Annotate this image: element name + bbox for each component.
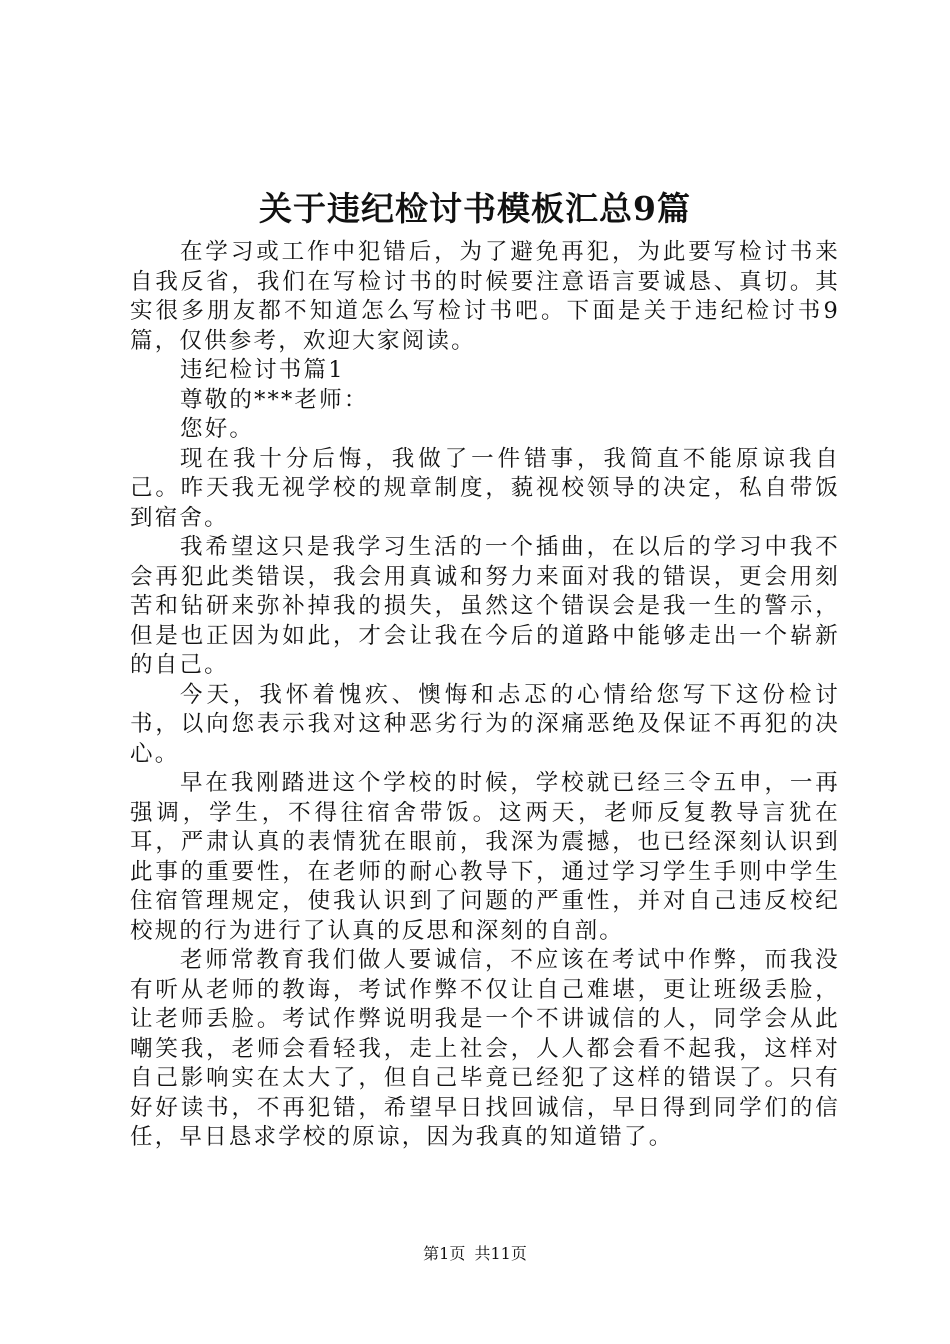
greeting: 您好。 (180, 416, 255, 442)
body-paragraph: 老师常教育我们做人要诚信，不应该在考试中作弊，而我没有听从老师的教诲，考试作弊不仅让自己难堪，更让班级丢脸，让老师丢脸。考试作弊说明我是一个不讲诚信的人，同学会从此嘲笑我，老师会看轻我，走上社会，人人都会看不起我，这样对自己影响实在太大了，但自己毕竟已经犯了这样的错误了。只有好好读书，不再犯错，希望早日找回诚信，早日得到同学们的信任，早日恳求学校的原谅，因为我真的知道错了。 (130, 947, 840, 1150)
page-number: 第1页 (423, 1244, 466, 1263)
page-footer (0, 1244, 950, 1264)
body-paragraph: 今天，我怀着愧疚、懊悔和忐忑的心情给您写下这份检讨书，以向您表示我对这种恶劣行为的深痛恶绝及保证不再犯的决心。 (130, 681, 840, 767)
document-title: 关于违纪检讨书模板汇总9篇 (259, 189, 691, 228)
body-paragraph: 现在我十分后悔，我做了一件错事，我简直不能原谅我自己。昨天我无视学校的规章制度，藐视校领导的决定，私自带饭到宿舍。 (130, 445, 840, 531)
page-total: 共11页 (474, 1244, 527, 1263)
body-paragraph: 早在我刚踏进这个学校的时候，学校就已经三令五申，一再强调，学生，不得往宿舍带饭。这两天，老师反复教导言犹在耳，严肃认真的表情犹在眼前，我深为震撼，也已经深刻认识到此事的重要性，在老师的耐心教导下，通过学习学生手则中学生住宿管理规定，使我认识到了问题的严重性，并对自己违反校纪校规的行为进行了认真的反思和深刻的自剖。 (130, 770, 840, 944)
section-heading: 违纪检讨书篇1 (180, 357, 345, 383)
salutation: 尊敬的***老师： (180, 386, 369, 413)
document-body (130, 238, 840, 1153)
body-paragraph: 我希望这只是我学习生活的一个插曲，在以后的学习中我不会再犯此类错误，我会用真诚和努力来面对我的错误，更会用刻苦和钻研来弥补掉我的损失，虽然这个错误会是我一生的警示，但是也正因为如此，才会让我在今后的道路中能够走出一个崭新的自己。 (130, 534, 840, 678)
intro-paragraph: 在学习或工作中犯错后，为了避免再犯，为此要写检讨书来自我反省，我们在写检讨书的时候要注意语言要诚恳、真切。其实很多朋友都不知道怎么写检讨书吧。下面是关于违纪检讨书9篇，仅供参考，欢迎大家阅读。 (130, 239, 840, 354)
